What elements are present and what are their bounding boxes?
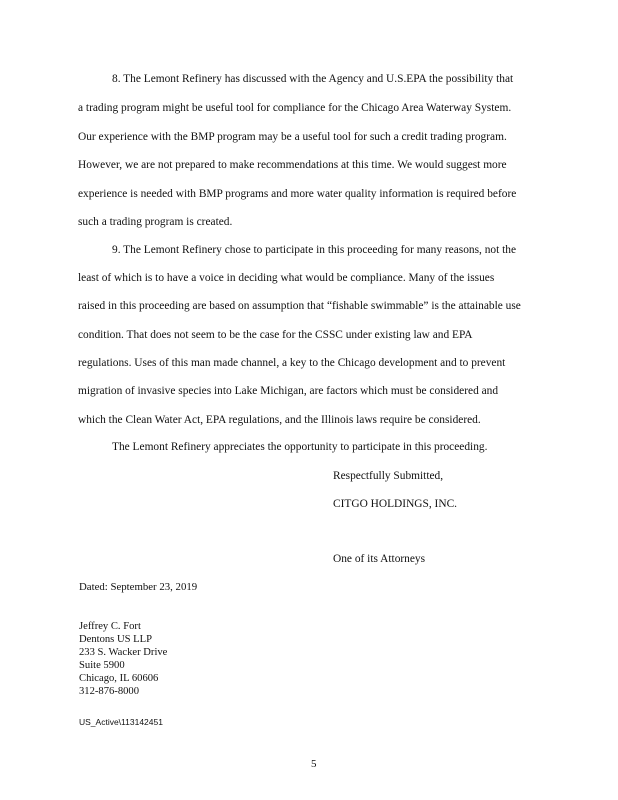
closing-sentence: The Lemont Refinery appreciates the opportunity to participate in this proceeding. <box>112 441 488 453</box>
paragraph-8-line-3: Our experience with the BMP program may be a useful tool for such a credit trading program. <box>78 131 507 143</box>
paragraph-9-line-1: 9. The Lemont Refinery chose to participate in this proceeding for many reasons, not the <box>112 244 517 256</box>
paragraph-9-line-6: migration of invasive species into Lake Michigan, are factors which must be considered and <box>78 385 499 397</box>
paragraph-9-line-3: raised in this proceeding are based on assumption that “fishable swimmable” is the attainable use <box>78 300 521 312</box>
paragraph-9-line-2: least of which is to have a voice in deciding what would be compliance. Many of the issues <box>78 272 495 284</box>
paragraph-9-line-4: condition. That does not seem to be the case for the CSSC under existing law and EPA <box>78 329 473 341</box>
paragraph-8-line-1: 8. The Lemont Refinery has discussed with the Agency and U.S.EPA the possibility that <box>112 73 514 85</box>
company-name: CITGO HOLDINGS, INC. <box>333 498 458 510</box>
attorneys-line: One of its Attorneys <box>333 553 426 565</box>
respectfully-submitted: Respectfully Submitted, <box>333 470 444 482</box>
paragraph-8-line-2: a trading program might be useful tool for compliance for the Chicago Area Waterway System. <box>78 102 512 114</box>
paragraph-8-line-5: experience is needed with BMP programs and more water quality information is required before <box>78 188 517 200</box>
address-suite: Suite 5900 <box>79 660 125 671</box>
address-name: Jeffrey C. Fort <box>79 621 141 632</box>
address-city: Chicago, IL 60606 <box>79 673 159 684</box>
address-firm: Dentons US LLP <box>79 634 152 645</box>
paragraph-9-line-5: regulations. Uses of this man made channel, a key to the Chicago development and to prevent <box>78 357 506 369</box>
dated-line: Dated: September 23, 2019 <box>79 581 198 593</box>
paragraph-8-line-4: However, we are not prepared to make recommendations at this time. We would suggest more <box>78 159 507 171</box>
address-phone: 312-876-8000 <box>79 686 140 697</box>
address-street: 233 S. Wacker Drive <box>79 647 168 658</box>
paragraph-9-line-7: which the Clean Water Act, EPA regulations, and the Illinois laws require be considered. <box>78 414 481 426</box>
page-number: 5 <box>311 758 317 770</box>
paragraph-8-line-6: such a trading program is created. <box>78 216 233 228</box>
document-id: US_Active\113142451 <box>79 717 163 727</box>
